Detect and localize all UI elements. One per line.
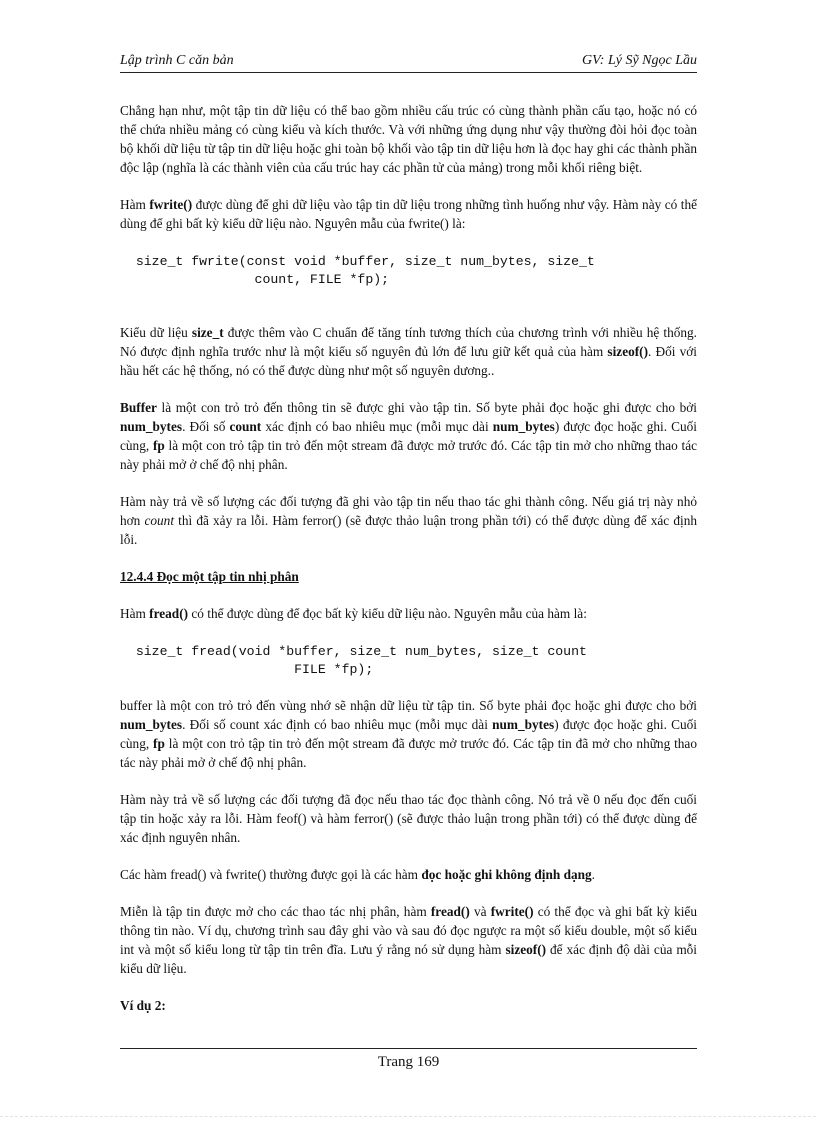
paragraph-unformatted: Các hàm fread() và fwrite() thường được gọi là các hàm đọc hoặc ghi không định dạng. [120, 867, 595, 882]
code-fwrite-prototype: size_t fwrite(const void *buffer, size_t num_bytes, size_t count, FILE *fp); [135, 254, 595, 287]
header-author: GV: Lý Sỹ Ngọc Lầu [582, 53, 697, 68]
paragraph-fread-return: Hàm này trả về số lượng các đối tượng đã đọc nếu thao tác đọc thành công. Nó trả về 0 nếu đọc đến cuối tập tin hoặc xảy ra lỗi. Hàm feof() và hàm ferror() (sẽ được thảo luận trong phần tới) có thể được dùng để xác định nguyên nhân. [120, 792, 697, 845]
paragraph-binary-ops: Miễn là tập tin được mở cho các thao tác nhị phân, hàm fread() và fwrite() có thể đọc và ghi bất kỳ kiểu thông tin nào. Ví dụ, chương trình sau đây ghi vào và sau đó đọc ngược ra một số kiểu double, một số kiểu int và một số kiểu long từ tập tin trên đĩa. Lưu ý rằng nó sử dụng hàm sizeof() để xác định độ dài của mỗi kiểu dữ liệu. [120, 904, 698, 976]
paragraph-fread-args: buffer là một con trỏ trỏ đến vùng nhớ sẽ nhận dữ liệu từ tập tin. Số byte phải đọc hoặc ghi được cho bởi num_bytes. Đối số count xác định có bao nhiêu mục (mỗi mục dài num_bytes) được đọc hoặc ghi. Cuối cùng, fp là một con trỏ tập tin trỏ đến một stream đã được mở trước đó. Các tập tin đã mở cho những thao tác này phải mở ở chế độ nhị phân. [120, 698, 698, 770]
paragraph-fwrite-intro: Hàm fwrite() được dùng để ghi dữ liệu vào tập tin dữ liệu trong những tình huống như vậy. Hàm này có thể dùng để ghi bất kỳ kiểu dữ liệu nào. Nguyên mẫu của fwrite() là: [120, 197, 697, 231]
page-body [120, 101, 697, 1015]
section-heading: 12.4.4 Đọc một tập tin nhị phân [120, 569, 299, 584]
footer-divider [120, 1048, 697, 1049]
paragraph-size-t: Kiểu dữ liệu size_t được thêm vào C chuẩn để tăng tính tương thích của chương trình với nhiều hệ thống. Nó được định nghĩa trước như là một kiểu số nguyên đủ lớn để lưu giữ kết quả của hàm sizeof(). Đối với hầu hết các hệ thống, nó có thể được dùng như một số nguyên dương.. [120, 325, 697, 378]
page-edge-divider [0, 1116, 816, 1117]
paragraph-buffer: Buffer là một con trỏ trỏ đến thông tin sẽ được ghi vào tập tin. Số byte phải đọc hoặc ghi được cho bởi num_bytes. Đối số count xác định có bao nhiêu mục (mỗi mục dài num_bytes) được đọc hoặc ghi. Cuối cùng, fp là một con trỏ tập tin trỏ đến một stream đã được mở trước đó. Các tập tin mở cho những thao tác này phải mở ở chế độ nhị phân. [120, 400, 698, 472]
header-course-title: Lập trình C căn bản [120, 53, 234, 68]
paragraph-fread-intro: Hàm fread() có thể được dùng để đọc bất kỳ kiểu dữ liệu nào. Nguyên mẫu của hàm là: [120, 606, 587, 621]
page-header [120, 52, 697, 73]
code-fread-prototype: size_t fread(void *buffer, size_t num_bytes, size_t count FILE *fp); [135, 644, 587, 677]
example-label: Ví dụ 2: [120, 998, 166, 1013]
paragraph-intro: Chẳng hạn như, một tập tin dữ liệu có thể bao gồm nhiều cấu trúc có cùng thành phần cấu tạo, hoặc nó có thể chứa nhiều mảng có cùng kiểu và kích thước. Và với những ứng dụng như vậy thường đòi hỏi đọc toàn bộ khối dữ liệu từ tập tin dữ liệu hoặc ghi toàn bộ khối vào tập tin dữ liệu hơn là đọc hay ghi các thành phần độc lập (nghĩa là các thành viên của cấu trúc hay các phần tử của mảng) trong mỗi khối riêng biệt. [120, 103, 697, 175]
page-number: Trang 169 [377, 1054, 440, 1070]
paragraph-fwrite-return: Hàm này trả về số lượng các đối tượng đã ghi vào tập tin nếu thao tác ghi thành công. Nếu giá trị này nhỏ hơn count thì đã xảy ra lỗi. Hàm ferror() (sẽ được thảo luận trong phần tới) có thể được dùng để xác định lỗi. [120, 494, 697, 547]
